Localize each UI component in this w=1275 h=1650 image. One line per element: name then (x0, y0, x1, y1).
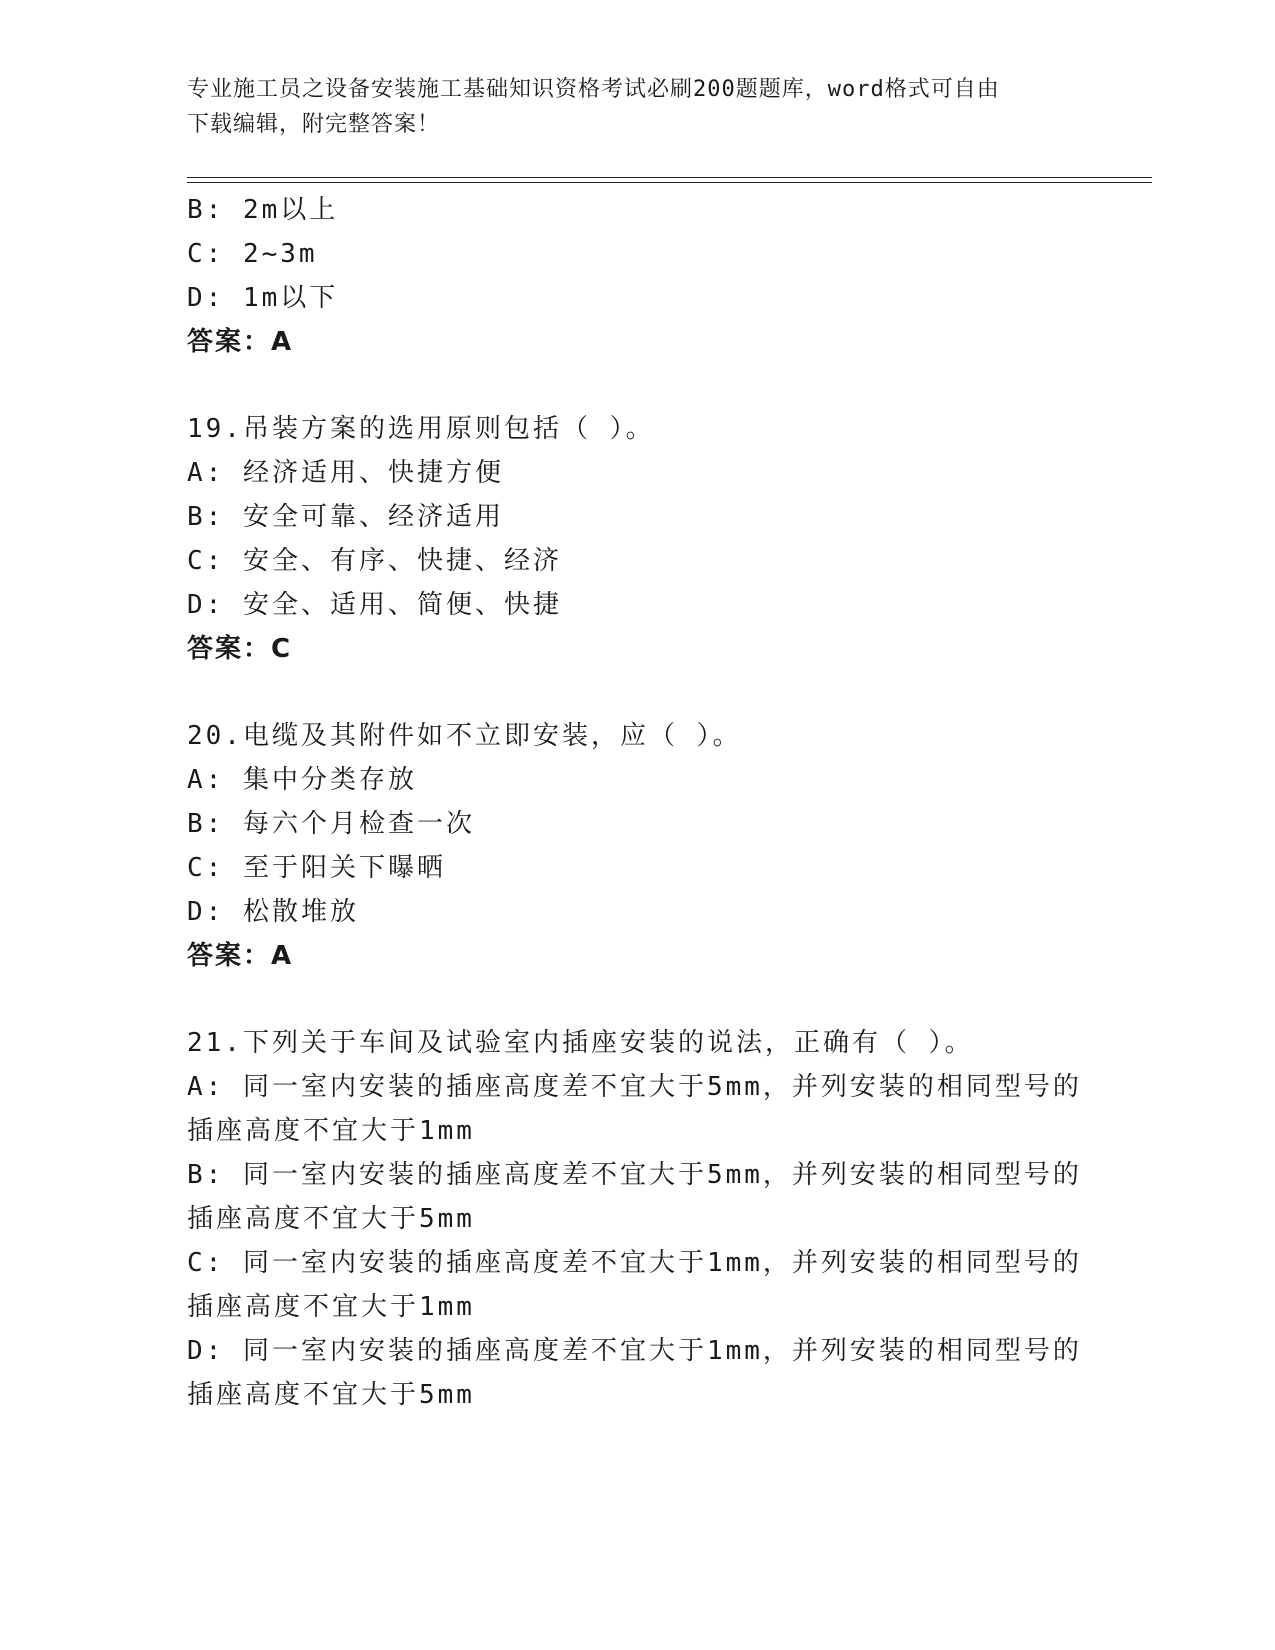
q20-answer: 答案：A (187, 941, 294, 971)
header-line-1: 专业施工员之设备安装施工基础知识资格考试必刷200题题库，word格式可自由 (187, 77, 1000, 102)
q21-option-a-line2: 插座高度不宜大于1mm (187, 1116, 475, 1146)
q20-option-c: C: 至于阳关下曝晒 (187, 853, 446, 883)
q20-option-b: B: 每六个月检查一次 (187, 809, 475, 839)
q18-option-b: B: 2m以上 (187, 195, 339, 225)
header-line-2: 下载编辑，附完整答案！ (187, 112, 441, 137)
q19-option-c: C: 安全、有序、快捷、经济 (187, 546, 562, 576)
header-divider-top (187, 177, 1152, 178)
header-divider-bottom (187, 182, 1152, 183)
q21-option-d-line2: 插座高度不宜大于5mm (187, 1380, 475, 1410)
q19-option-a: A: 经济适用、快捷方便 (187, 458, 504, 488)
q19-answer: 答案：C (187, 634, 293, 664)
q19-option-d: D: 安全、适用、简便、快捷 (187, 590, 562, 620)
q21-option-c-line1: C: 同一室内安装的插座高度差不宜大于1mm，并列安装的相同型号的 (187, 1248, 1082, 1278)
q21-question: 21.下列关于车间及试验室内插座安装的说法，正确有（ ）。 (187, 1028, 974, 1058)
q19-option-b: B: 安全可靠、经济适用 (187, 502, 504, 532)
q18-option-d: D: 1m以下 (187, 283, 339, 313)
q20-option-a: A: 集中分类存放 (187, 765, 417, 795)
q19-question: 19.吊装方案的选用原则包括（ ）。 (187, 414, 655, 444)
q18-answer: 答案：A (187, 327, 294, 357)
q21-option-b-line2: 插座高度不宜大于5mm (187, 1204, 475, 1234)
q18-option-c: C: 2~3m (187, 239, 318, 269)
q20-question: 20.电缆及其附件如不立即安装，应（ ）。 (187, 721, 742, 751)
q21-option-c-line2: 插座高度不宜大于1mm (187, 1292, 475, 1322)
q20-option-d: D: 松散堆放 (187, 897, 359, 927)
q21-option-a-line1: A: 同一室内安装的插座高度差不宜大于5mm，并列安装的相同型号的 (187, 1072, 1082, 1102)
document-header (187, 72, 1087, 142)
q21-option-b-line1: B: 同一室内安装的插座高度差不宜大于5mm，并列安装的相同型号的 (187, 1160, 1082, 1190)
q21-option-d-line1: D: 同一室内安装的插座高度差不宜大于1mm，并列安装的相同型号的 (187, 1336, 1082, 1366)
